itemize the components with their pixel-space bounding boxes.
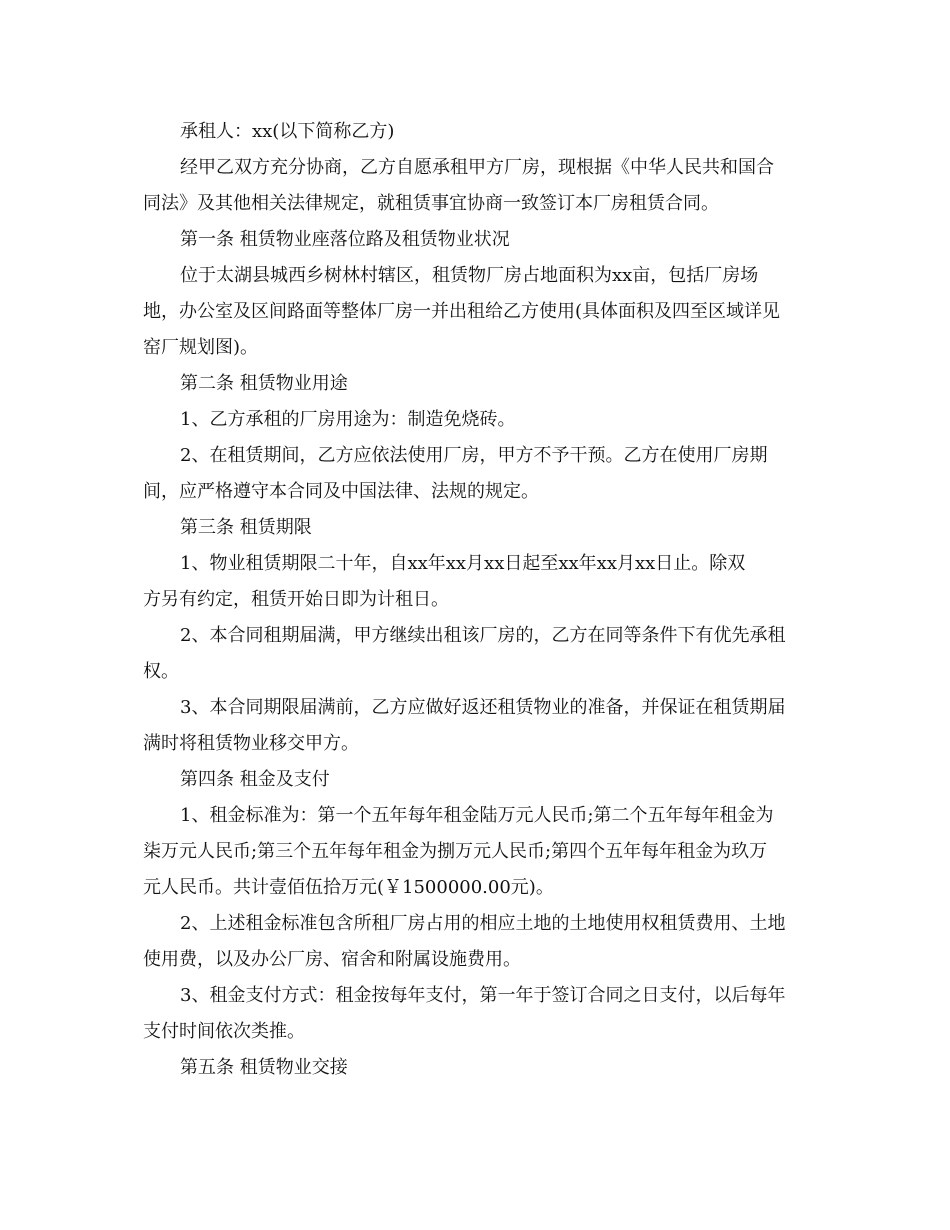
paragraph-line: 柒万元人民币;第三个五年每年租金为捌万元人民币;第四个五年每年租金为玖万 xyxy=(143,841,768,862)
paragraph-line: 2、上述租金标准包含所租厂房占用的相应土地的土地使用权租赁费用、土地 xyxy=(180,913,786,934)
paragraph-line: 2、本合同租期届满，甲方继续出租该厂房的，乙方在同等条件下有优先承租 xyxy=(180,625,786,646)
paragraph-line: 方另有约定，租赁开始日即为计租日。 xyxy=(143,589,449,610)
paragraph-line: 间，应严格遵守本合同及中国法律、法规的规定。 xyxy=(143,481,539,502)
paragraph-line: 3、本合同期限届满前，乙方应做好返还租赁物业的准备，并保证在租赁期届 xyxy=(180,697,786,718)
paragraph-line: 承租人：xx(以下简称乙方) xyxy=(180,121,395,142)
paragraph-line: 位于太湖县城西乡树林村辖区，租赁物厂房占地面积为xx亩，包括厂房场 xyxy=(180,265,759,286)
section-heading: 第二条 租赁物业用途 xyxy=(180,373,348,394)
section-heading: 第四条 租金及支付 xyxy=(180,769,330,790)
document-body xyxy=(143,114,808,1086)
paragraph-line: 1、租金标准为：第一个五年每年租金陆万元人民币;第二个五年每年租金为 xyxy=(180,805,774,826)
paragraph-line: 经甲乙双方充分协商，乙方自愿承租甲方厂房，现根据《中华人民共和国合 xyxy=(180,157,774,178)
paragraph-line: 地，办公室及区间路面等整体厂房一并出租给乙方使用(具体面积及四至区域详见 xyxy=(143,301,781,322)
paragraph-line: 1、物业租赁期限二十年，自xx年xx月xx日起至xx年xx月xx日止。除双 xyxy=(180,553,746,574)
paragraph-line: 满时将租赁物业移交甲方。 xyxy=(143,733,359,754)
paragraph-line: 1、乙方承租的厂房用途为：制造免烧砖。 xyxy=(180,409,516,430)
paragraph-line: 使用费，以及办公厂房、宿舍和附属设施费用。 xyxy=(143,949,521,970)
paragraph-line: 3、租金支付方式：租金按每年支付，第一年于签订合同之日支付，以后每年 xyxy=(180,985,786,1006)
paragraph-line: 2、在租赁期间，乙方应依法使用厂房，甲方不予干预。乙方在使用厂房期 xyxy=(180,445,768,466)
section-heading: 第三条 租赁期限 xyxy=(180,517,312,538)
paragraph-line: 同法》及其他相关法律规定，就租赁事宜协商一致签订本厂房租赁合同。 xyxy=(143,193,719,214)
paragraph-line: 元人民币。共计壹佰伍拾万元(￥1500000.00元)。 xyxy=(143,877,554,898)
section-heading: 第一条 租赁物业座落位路及租赁物业状况 xyxy=(180,229,510,250)
paragraph-line: 权。 xyxy=(143,661,179,682)
section-heading: 第五条 租赁物业交接 xyxy=(180,1057,348,1078)
paragraph-line: 支付时间依次类推。 xyxy=(143,1021,305,1042)
paragraph-line: 窑厂规划图)。 xyxy=(143,337,259,358)
